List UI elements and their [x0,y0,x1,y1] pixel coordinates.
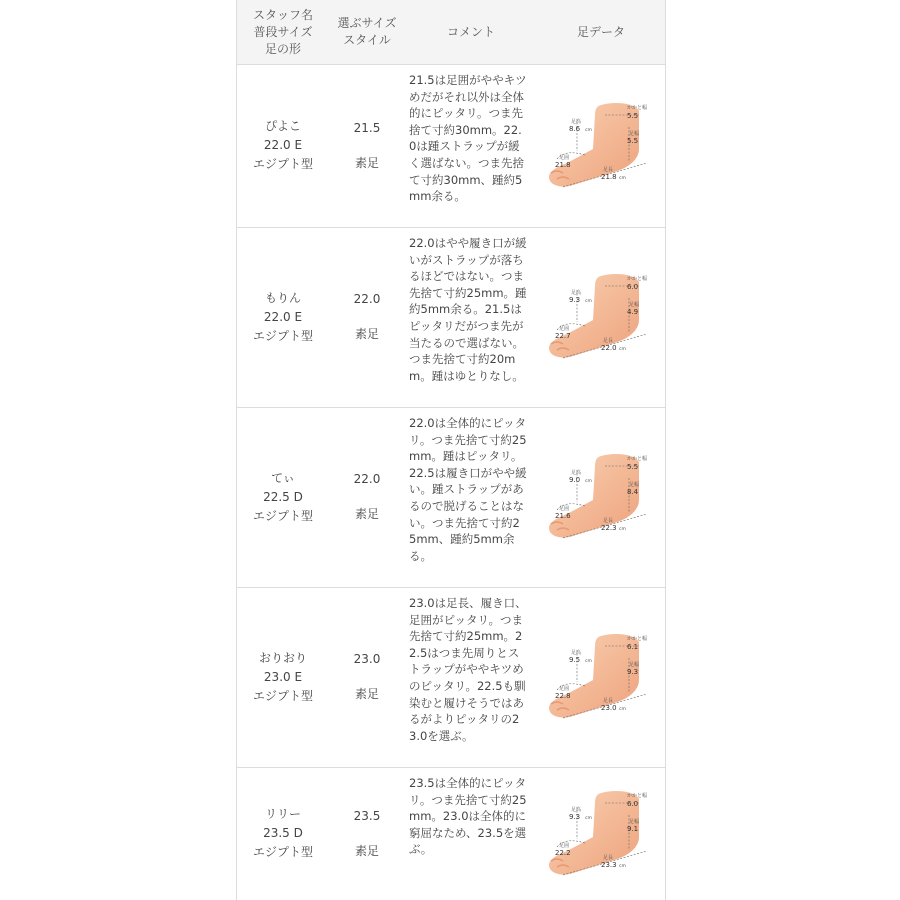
label-length: 足長 [603,854,614,861]
label-instep: 足囲 [559,154,570,161]
foot-diagram [543,101,659,191]
value-width: 5.5 [627,136,639,145]
label-width: 足幅 [629,482,640,488]
staff-cell [237,64,329,227]
foot-shape-type: エジプト型 [252,688,313,703]
label-height: 足高 [571,118,582,125]
staff-cell [237,587,329,767]
comment: 21.5は足囲がややキツめだがそれ以外は全体的にピッタリ。つま先捨て寸約30mm。22.0は踵ストラップが緩く選ばない。つま先捨て寸約30mm、踵約5mm余る。 [409,73,527,204]
value-heel: 6.0 [627,283,639,291]
staff-name: ぴよこ [264,119,301,133]
style: 素足 [354,155,379,170]
label-heel: かかと幅 [627,276,648,282]
foot-diagram [543,632,659,722]
unit: cm [585,659,592,664]
value-instep: 22.2 [555,848,571,857]
value-height: 8.6 [569,124,581,133]
style: 素足 [354,687,379,701]
unit: cm [585,815,592,821]
label-height: 足高 [571,650,582,656]
foot-shape [549,791,639,875]
value-instep: 21.8 [555,160,571,169]
value-width: 4.9 [627,308,639,316]
value-width: 8.4 [627,488,639,496]
table-row [237,407,665,588]
unit: cm [619,175,626,181]
unit: cm [619,347,626,352]
value-height: 9.3 [569,812,581,821]
foot-diagram [543,452,659,542]
table-header [237,0,665,65]
usual-size: 22.0 E [263,309,303,324]
label-length: 足長 [603,338,614,344]
style: 素足 [354,327,379,341]
label-height: 足高 [571,290,582,296]
unit: cm [585,479,592,484]
comment: 22.0は全体的にピッタリ。つま先捨て寸約25mm。踵はピッタリ。22.5は履き口がやや緩い。踵ストラップがあるので脱げることはない。つま先捨て寸約25mm、踵約5mm余る。 [409,416,527,563]
staff-cell [237,767,329,900]
size-cell [329,227,405,407]
size-cell [329,767,405,900]
value-heel: 5.5 [627,111,639,120]
size-cell [329,407,405,587]
comment: 22.0はやや履き口が緩いがストラップが落ちるほどではない。つま先捨て寸約25mm。踵約5mm余る。21.5はピッタリだがつま先が当たるので選ばない。つま先捨て寸約20mm。踵はゆとりなし。 [409,236,527,383]
header-foot-data: 足データ [576,24,625,39]
label-instep: 足囲 [559,842,570,849]
table-row [237,587,665,768]
label-heel: かかと幅 [627,792,648,799]
foot-shape [549,454,639,538]
value-height: 9.0 [569,476,581,484]
foot-shape-type: エジプト型 [252,157,313,171]
label-heel: かかと幅 [627,636,648,642]
staff-cell [237,227,329,407]
foot-shape [549,634,639,718]
value-instep: 21.6 [555,512,571,520]
label-instep: 足囲 [559,686,570,692]
value-width: 9.3 [627,668,639,676]
label-heel: かかと幅 [627,104,648,111]
value-heel: 5.5 [627,463,639,471]
label-width: 足幅 [629,130,640,137]
label-height: 足高 [571,806,582,813]
comment: 23.5は全体的にピッタリ。つま先捨て寸約25mm。23.0は全体的に窮屈なため、23.5を選ぶ。 [409,776,527,857]
label-heel: かかと幅 [627,456,648,462]
value-instep: 22.8 [555,692,571,700]
value-height: 9.5 [569,656,581,664]
foot-shape-type: エジプト型 [252,328,313,343]
usual-size: 22.0 E [263,138,303,152]
foot-data-cell [537,64,665,227]
value-length: 22.0 [601,344,617,352]
foot-shape-type: エジプト型 [252,508,313,523]
label-length: 足長 [603,518,614,524]
label-length: 足長 [603,698,614,704]
header-size: 選ぶサイズ スタイル [337,16,397,47]
foot-shape [549,274,639,358]
comment: 23.0は足長、履き口、足囲がピッタリ。つま先捨て寸約25mm。22.5はつま先周りとストラップがややキツめのピッタリ。22.5も馴染むと履けそうではあるがよりピッタリの23.0を選ぶ。 [409,596,527,743]
size-cell [329,587,405,767]
usual-size: 22.5 D [263,489,303,504]
chosen-size: 23.5 [353,808,381,823]
unit: cm [619,863,626,869]
chosen-size: 21.5 [353,120,381,135]
label-height: 足高 [571,470,582,476]
value-length: 21.8 [601,172,617,181]
fitting-table [236,0,666,900]
value-width: 9.1 [627,824,639,833]
usual-size: 23.5 D [263,826,303,840]
value-heel: 6.0 [627,799,639,808]
staff-name: リリー [264,807,301,821]
value-heel: 6.1 [627,643,639,651]
unit: cm [585,127,592,133]
chosen-size: 22.0 [353,472,381,486]
unit: cm [585,299,592,304]
chosen-size: 23.0 [353,652,381,666]
label-length: 足長 [603,166,614,173]
table-row [237,64,665,228]
table-row [237,767,665,900]
size-cell [329,64,405,227]
label-instep: 足囲 [559,326,570,332]
label-width: 足幅 [629,818,640,825]
usual-size: 23.0 E [263,669,303,684]
value-length: 22.3 [601,524,617,532]
foot-shape-type: エジプト型 [252,845,313,859]
foot-diagram [543,272,659,362]
value-length: 23.0 [601,704,617,712]
foot-data-cell [537,407,665,587]
foot-data-cell [537,587,665,767]
staff-name: もりん [264,290,301,305]
style: 素足 [354,507,379,521]
style: 素足 [354,843,379,858]
label-instep: 足囲 [559,506,570,512]
header-comment: コメント [446,24,495,39]
unit: cm [619,707,626,712]
table-row [237,227,665,408]
label-width: 足幅 [629,662,640,668]
value-instep: 22.7 [555,332,571,340]
unit: cm [619,527,626,532]
chosen-size: 22.0 [353,292,381,306]
staff-cell [237,407,329,587]
foot-diagram [543,789,659,879]
staff-name: おりおり [258,650,307,665]
header-staff: スタッフ名 普段サイズ 足の形 [252,7,313,56]
value-height: 9.3 [569,296,581,304]
foot-data-cell [537,227,665,407]
foot-data-cell [537,767,665,900]
label-width: 足幅 [629,302,640,308]
foot-shape [549,103,639,187]
staff-name: てぃ [271,470,295,485]
value-length: 23.3 [601,860,617,869]
